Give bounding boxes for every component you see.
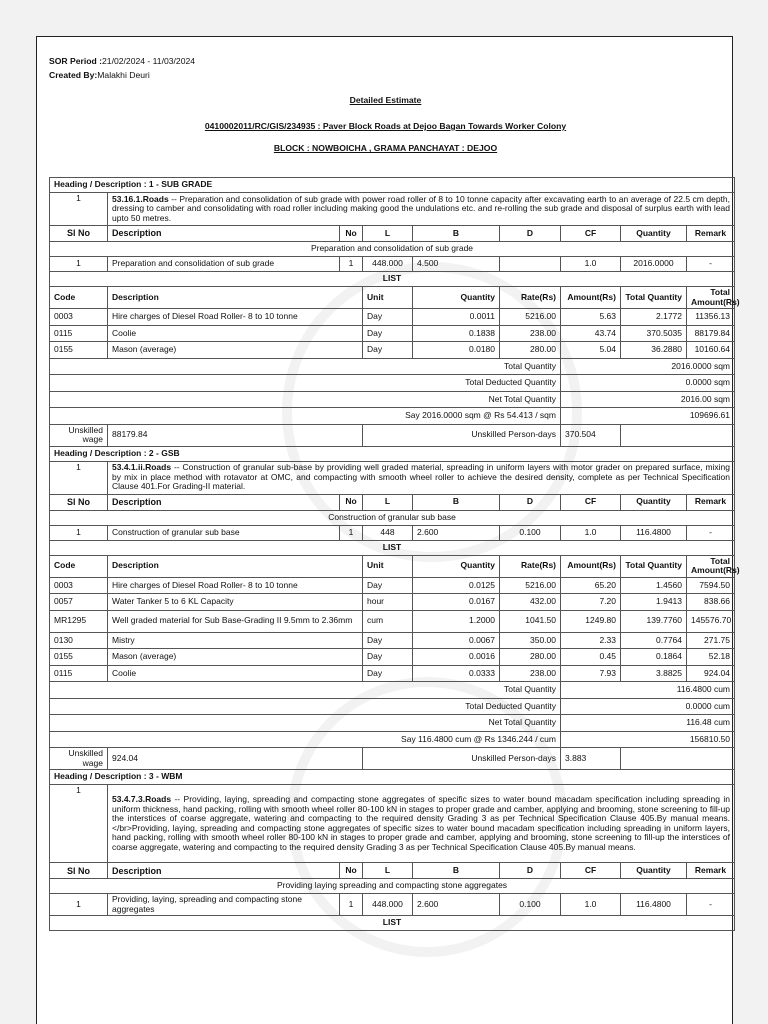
item-subtitle: Preparation and consolidation of sub grade	[50, 242, 735, 257]
unskilled-row: Unskilled wage 924.04 Unskilled Person-days 3.883	[50, 748, 735, 770]
section-heading: Heading / Description : 1 - SUB GRADE	[50, 178, 735, 193]
spec-description: 53.4.1.ii.Roads -- Construction of granular sub-base by providing well graded material, spreading in uniform layers with motor grader on prepared surface, mixing by mix in place method with rotavator at OMC, and compacting with smooth wheel roller to achieve the desired density, complete as per Technical Specification Clause 401.For Grading-II material.	[108, 461, 735, 494]
section-heading: Heading / Description : 3 - WBM	[50, 770, 735, 785]
total-deducted-row: Total Deducted Quantity 0.0000 cum	[50, 698, 735, 715]
net-total-row: Net Total Quantity 2016.00 sqm	[50, 391, 735, 408]
table-row: MR1295 Well graded material for Sub Base-Grading II 9.5mm to 2.36mm cum 1.2000 1041.50 1249.80 139.7760 145576.70	[50, 610, 735, 632]
net-total-row: Net Total Quantity 116.48 cum	[50, 715, 735, 732]
table-row: 0003 Hire charges of Diesel Road Roller- 8 to 10 tonne Day 0.0125 5216.00 65.20 1.4560 7594.50	[50, 577, 735, 594]
list-label: LIST	[50, 916, 735, 931]
table-row: 0155 Mason (average) Day 0.0180 280.00 5.04 36.2880 10160.64	[50, 342, 735, 359]
resource-header: Code Description Unit Quantity Rate(Rs) Amount(Rs) Total Quantity Total Amount(Rs)	[50, 555, 735, 577]
table-row: 0115 Coolie Day 0.1838 238.00 43.74 370.5035 88179.84	[50, 325, 735, 342]
table-row: 1 Providing, laying, spreading and compacting stone aggregates 1 448.000 2.600 0.100 1.0 116.4800 -	[50, 894, 735, 916]
total-quantity-row: Total Quantity 2016.0000 sqm	[50, 358, 735, 375]
table-row: 1 Construction of granular sub base 1 448 2.600 0.100 1.0 116.4800 -	[50, 525, 735, 540]
say-row: Say 2016.0000 sqm @ Rs 54.413 / sqm 109696.61	[50, 408, 735, 425]
section-heading: Heading / Description : 2 - GSB	[50, 446, 735, 461]
total-deducted-row: Total Deducted Quantity 0.0000 sqm	[50, 375, 735, 392]
say-row: Say 116.4800 cum @ Rs 1346.244 / cum 156810.50	[50, 731, 735, 748]
table-row: 0057 Water Tanker 5 to 6 KL Capacity hour 0.0167 432.00 7.20 1.9413 838.66	[50, 594, 735, 611]
estimate-table: Heading / Description : 1 - SUB GRADE 1 53.16.1.Roads -- Preparation and consolidation of sub grade with power road roller of 8 to 10 tonne capacity after excavating earth to an average of 22.5 cm depth, dressing to camber and consolidating with road roller including making good the undulations etc. and re-rolling the sub grade and disposal of surplus earth with lead upto 50 metres. Sl No Description No L B D CF Quantity Remark Preparation and consolidation of sub grade 1 Preparation and consolidation of sub grade 1 448.000 4.500 1.0 2016.0000 - LIST Code Description Unit Quantity Rate(Rs) Amount(Rs) Total Quantity Total Amount(Rs) 0003 Hire charges of Diesel Road Roller- 8 to 10 tonne Day 0.0011 5216.00 5.63 2.1772 11356.13 0115 Coolie Day 0.1838 238.00 43.74 370.5035 88179.84 0155 Mason (average) Day 0.0180 280.00 5.04 36.2880 10160.64 Total Quantity 2016.0000 sqm Total Deducted Quantity 0.0000 sqm Net Total Quantity 2016.00 sqm Say 2016.0000 sqm @ Rs 54.413 / sqm 109696.61 Unskilled wage 88179.84 Unskilled Person-days 370.504 Heading / Description : 2 - GSB 1 53.4.1.ii.Roads -- Construction of granular sub-base by providing well graded material, spreading in uniform layers with motor grader on prepared surface, mixing by mix in place method with rotavator at OMC, and compacting with smooth wheel roller to achieve the desired density, complete as per Technical Specification Clause 401.For Grading-II material. Sl No Description No L B D CF Quantity Remark Construction of granular sub base 1 Construction of granular sub base 1 448 2.600 0.100 1.0 116.4800 - LIST Code Description Unit Quantity Rate(Rs) Amount(Rs) Total Quantity Total Amount(Rs) 0003 Hire charges of Diesel Road Roller- 8 to 10 tonne Day 0.0125 5216.00 65.20 1.4560 7594.50 0057 Water Tanker 5 to 6 KL Capacity hour 0.0167 432.00 7.20 1.9413 838.66 MR1295 Well graded material for Sub Base-Grading II 9.5mm to 2.36mm cum 1.2000 1041.50 1249.80 139.7760 145576.70 0130 Mistry Day 0.0067 350.00 2.33 0.7764 271.75 0155 Mason (average) Day 0.0016 280.00 0.45 0.1864 52.18 0115 Coolie Day 0.0333 238.00 7.93 3.8825 924.04 Total Quantity 116.4800 cum Total Deducted Quantity 0.0000 cum Net Total Quantity 116.48 cum Say 116.4800 cum @ Rs 1346.244 / cum 156810.50 Unskilled wage 924.04 Unskilled Person-days 3.883 Heading / Description : 3 - WBM 1 53.4.7.3.Roads -- Providing, laying, spreading and compacting stone aggregates of specific sizes to water bound macadam specification including spreading in uniform thickness, hand packing, rolling with smooth wheel roller 80-100 kN in stages to proper grade and camber, applying and brooming, stone screening to fill-up the interstices of coarse aggregate, watering and compacting to the required density Grading 3 as per Technical Specification Clause 405.By manual means.</br>Providing, laying, spreading and compacting stone aggregates of specific sizes to water bound macadam specification including spreading in uniform layers, hand packing, rolling with smooth wheel roller 80-100 kN in stages to proper grade and camber, applying and brooming, stone screening to fill-up the interstices of coarse aggregate, watering and compacting to the required density Grading 3 as per Technical Specification Clause 405.By manual means. Sl No Description No L B D CF Quantity Remark Providing laying spreading and compacting stone aggregates 1 Providing, laying, spreading and compacting stone aggregates 1 448.000 2.600 0.100 1.0 116.4800 - LIST	[49, 177, 735, 931]
list-label: LIST	[50, 540, 735, 555]
table-row: 0003 Hire charges of Diesel Road Roller- 8 to 10 tonne Day 0.0011 5216.00 5.63 2.1772 11356.13	[50, 309, 735, 326]
item-subtitle: Construction of granular sub base	[50, 510, 735, 525]
table-row: 0155 Mason (average) Day 0.0016 280.00 0.45 0.1864 52.18	[50, 649, 735, 666]
table-row: 0130 Mistry Day 0.0067 350.00 2.33 0.7764 271.75	[50, 632, 735, 649]
list-label: LIST	[50, 272, 735, 287]
spec-description: 53.16.1.Roads -- Preparation and consolidation of sub grade with power road roller of 8 to 10 tonne capacity after excavating earth to an average of 22.5 cm depth, dressing to camber and consolidating with road roller including making good the undulations etc. and re-rolling the sub grade and disposal of surplus earth with lead upto 50 metres.	[108, 193, 735, 226]
table-row: 0115 Coolie Day 0.0333 238.00 7.93 3.8825 924.04	[50, 665, 735, 682]
estimate-page	[36, 36, 740, 1024]
sor-period: SOR Period :21/02/2024 - 11/03/2024	[49, 56, 196, 66]
work-title: 0410002011/RC/GIS/234935 : Paver Block Roads at Dejoo Bagan Towards Worker Colony	[204, 121, 567, 131]
resource-header: Code Description Unit Quantity Rate(Rs) Amount(Rs) Total Quantity Total Amount(Rs)	[50, 287, 735, 309]
block-title: BLOCK : NOWBOICHA , GRAMA PANCHAYAT : DEJOO	[273, 143, 498, 153]
spec-description: 53.4.7.3.Roads -- Providing, laying, spreading and compacting stone aggregates of specific sizes to water bound macadam specification including spreading in uniform thickness, hand packing, rolling with smooth wheel roller 80-100 kN in stages to proper grade and camber, applying and brooming, stone screening to fill-up the interstices of coarse aggregate, watering and compacting to the required density Grading 3 as per Technical Specification Clause 405.By manual means.</br>Providing, laying, spreading and compacting stone aggregates of specific sizes to water bound macadam specification including spreading in uniform layers, hand packing, rolling with smooth wheel roller 80-100 kN in stages to proper grade and camber, applying and brooming, stone screening to fill-up the interstices of coarse aggregate, watering and compacting to the required density Grading 3 as per Technical Specification Clause 405.By manual means.	[108, 785, 735, 863]
unskilled-row: Unskilled wage 88179.84 Unskilled Person-days 370.504	[50, 424, 735, 446]
table-row: 1 Preparation and consolidation of sub grade 1 448.000 4.500 1.0 2016.0000 -	[50, 257, 735, 272]
page-title: Detailed Estimate	[349, 95, 422, 105]
item-subtitle: Providing laying spreading and compacting stone aggregates	[50, 879, 735, 894]
created-by: Created By:Malakhi Deuri	[49, 70, 150, 80]
total-quantity-row: Total Quantity 116.4800 cum	[50, 682, 735, 699]
